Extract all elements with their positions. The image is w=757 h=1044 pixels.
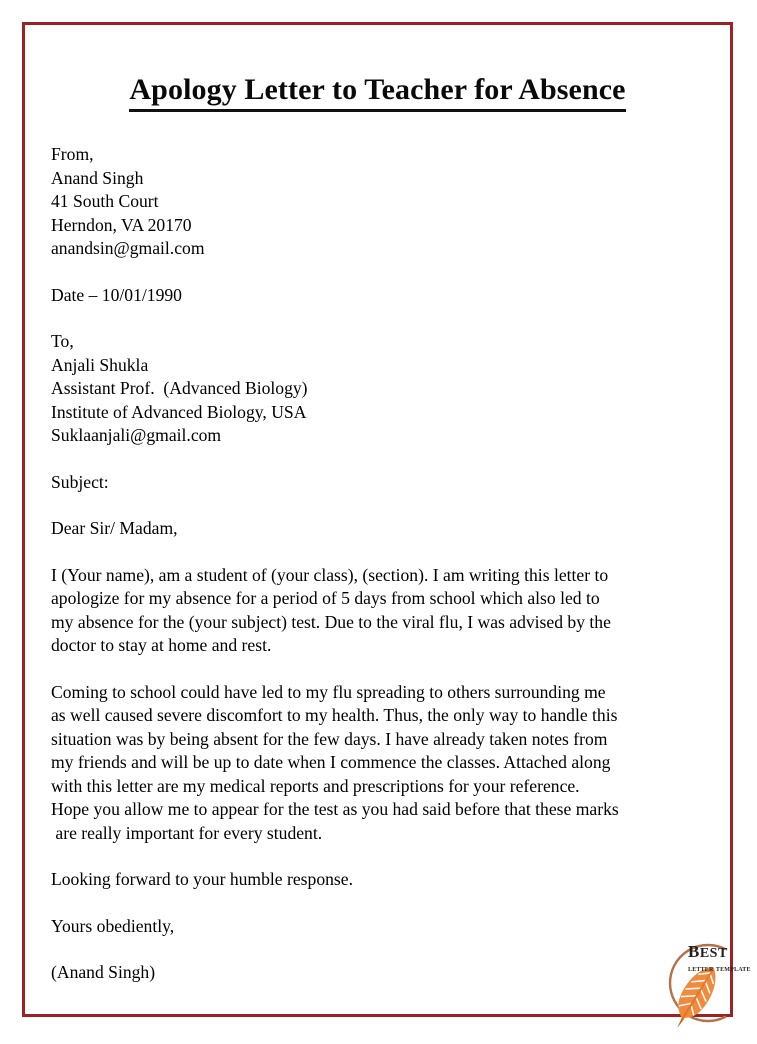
body-paragraph-1-line: apologize for my absence for a period of 5 days from school which also led to: [51, 588, 600, 608]
brand-logo: [643, 930, 753, 1035]
brand-name: best: [688, 937, 728, 963]
body-paragraph-2-line: are really important for every student.: [51, 822, 323, 843]
spacer-after-recipient: [51, 448, 711, 471]
spacer-after-subject: [51, 494, 711, 517]
recipient-institute: Institute of Advanced Biology, USA: [51, 401, 307, 422]
page-title: [25, 73, 730, 112]
signature-name-text: (Anand Singh): [51, 962, 156, 982]
spacer-after-salutation: [51, 541, 711, 564]
closing-line: [51, 868, 711, 892]
recipient-block: [51, 330, 711, 448]
closing-line-text: Looking forward to your humble response.: [51, 869, 353, 889]
body-paragraph-2-line: with this letter are my medical reports and prescriptions for your reference.: [51, 775, 580, 796]
date-line: Date – 10/01/1990: [51, 284, 182, 305]
letter-document: [25, 25, 751, 1014]
salutation-text: Dear Sir/ Madam,: [51, 518, 178, 538]
sender-city-state-zip: Herndon, VA 20170: [51, 214, 192, 235]
brand-logo-text: [688, 938, 757, 973]
body-paragraph-2-line: Hope you allow me to appear for the test as you had said before that these marks: [51, 799, 619, 819]
brand-tagline: letter template: [688, 963, 751, 973]
spacer-after-closing: [51, 892, 711, 915]
sender-name: Anand Singh: [51, 167, 144, 188]
letter-content: [51, 143, 711, 985]
spacer-after-paragraph-1: [51, 658, 711, 681]
body-paragraph-1-line: doctor to stay at home and rest.: [51, 635, 272, 655]
spacer-after-valediction: [51, 938, 711, 961]
recipient-designation: Assistant Prof. (Advanced Biology): [51, 378, 308, 398]
letter-border-frame: [22, 22, 751, 1017]
subject-label: Subject:: [51, 471, 109, 492]
body-paragraph-2-line: my friends and will be up to date when I commence the classes. Attached along: [51, 752, 611, 772]
spacer-after-sender: [51, 261, 711, 284]
valediction: [51, 915, 711, 939]
signature-name: [51, 961, 711, 985]
spacer-after-paragraph-2: [51, 845, 711, 868]
page-title-text: Apology Letter to Teacher for Absence: [129, 73, 625, 112]
body-paragraph-2: [51, 681, 711, 846]
sender-block: [51, 143, 711, 261]
body-paragraph-2-line: situation was by being absent for the few days. I have already taken notes from: [51, 728, 608, 749]
body-paragraph-2-line: as well caused severe discomfort to my health. Thus, the only way to handle this: [51, 705, 618, 725]
body-paragraph-1: [51, 564, 711, 658]
salutation: [51, 517, 711, 541]
sender-street: 41 South Court: [51, 191, 159, 211]
valediction-text: Yours obediently,: [51, 915, 175, 936]
body-paragraph-2-line: Coming to school could have led to my flu spreading to others surrounding me: [51, 681, 606, 702]
spacer-after-date: [51, 307, 711, 330]
body-paragraph-1-line: my absence for the (your subject) test. Due to the viral flu, I was advised by the: [51, 611, 611, 632]
date-block: [51, 284, 711, 308]
body-paragraph-1-line: I (Your name), am a student of (your class), (section). I am writing this letter to: [51, 564, 609, 585]
sender-from-label: From,: [51, 144, 94, 164]
recipient-email: Suklaanjali@gmail.com: [51, 425, 222, 445]
subject-block: [51, 471, 711, 495]
recipient-name: Anjali Shukla: [51, 354, 149, 375]
sender-email: anandsin@gmail.com: [51, 238, 205, 258]
recipient-to-label: To,: [51, 331, 74, 351]
